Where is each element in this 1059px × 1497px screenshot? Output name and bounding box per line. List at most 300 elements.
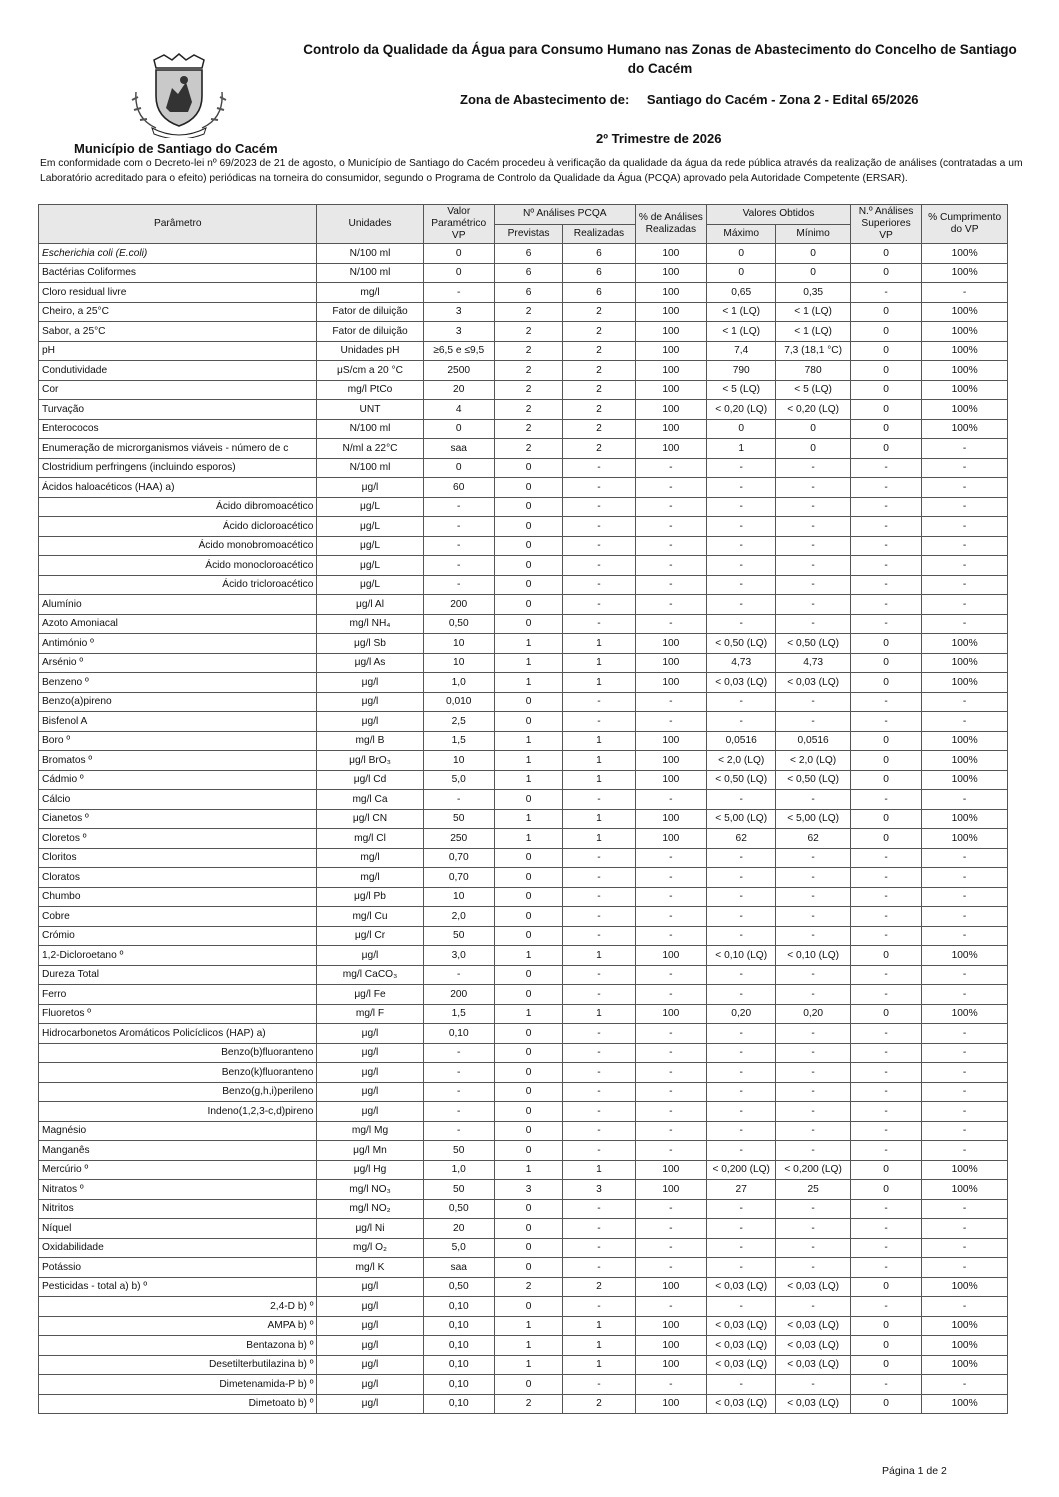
pct-realizadas-cell: - xyxy=(635,458,706,478)
previstas-cell: 1 xyxy=(494,1355,562,1375)
previstas-cell: 0 xyxy=(494,1082,562,1102)
maximo-cell: - xyxy=(707,517,776,537)
pct-realizadas-cell: - xyxy=(635,692,706,712)
vp-cell: 5,0 xyxy=(423,1238,494,1258)
previstas-cell: 6 xyxy=(494,283,562,303)
minimo-cell: - xyxy=(776,1297,850,1317)
previstas-cell: 2 xyxy=(494,400,562,420)
pct-realizadas-cell: 100 xyxy=(635,770,706,790)
table-row xyxy=(39,614,1008,634)
previstas-cell: 0 xyxy=(494,536,562,556)
vp-cell: 2,5 xyxy=(423,712,494,732)
vp-cell: ≥6,5 e ≤9,5 xyxy=(423,341,494,361)
minimo-cell: < 0,03 (LQ) xyxy=(776,673,850,693)
parameter-cell: Sabor, a 25°C xyxy=(39,322,317,342)
previstas-cell: 1 xyxy=(494,1004,562,1024)
vp-cell: saa xyxy=(423,439,494,459)
pct-realizadas-cell: - xyxy=(635,595,706,615)
parameter-cell: Clostridium perfringens (incluindo esporos) xyxy=(39,458,317,478)
pct-realizadas-cell: - xyxy=(635,1238,706,1258)
minimo-cell: - xyxy=(776,907,850,927)
previstas-cell: 2 xyxy=(494,1394,562,1414)
unit-cell: Unidades pH xyxy=(317,341,423,361)
parameter-cell: Cor xyxy=(39,380,317,400)
header-valores-obtidos: Valores Obtidos xyxy=(707,205,851,225)
maximo-cell: - xyxy=(707,907,776,927)
realizadas-cell: - xyxy=(563,1375,635,1395)
parameter-cell: Cobre xyxy=(39,907,317,927)
table-row xyxy=(39,1258,1008,1278)
previstas-cell: 1 xyxy=(494,946,562,966)
cumprimento-cell: 100% xyxy=(922,1004,1008,1024)
unit-cell: mg/l xyxy=(317,868,423,888)
table-row xyxy=(39,1180,1008,1200)
table-row xyxy=(39,322,1008,342)
table-row xyxy=(39,1063,1008,1083)
maximo-cell: < 5 (LQ) xyxy=(707,380,776,400)
maximo-cell: - xyxy=(707,458,776,478)
pct-realizadas-cell: - xyxy=(635,712,706,732)
parameter-cell: Bactérias Coliformes xyxy=(39,263,317,283)
previstas-cell: 0 xyxy=(494,517,562,537)
maximo-cell: < 0,20 (LQ) xyxy=(707,400,776,420)
unit-cell: μg/l Cd xyxy=(317,770,423,790)
table-row xyxy=(39,497,1008,517)
maximo-cell: - xyxy=(707,1102,776,1122)
vp-cell: 50 xyxy=(423,809,494,829)
parameter-cell: Escherichia coli (E.coli) xyxy=(39,244,317,264)
minimo-cell: < 0,50 (LQ) xyxy=(776,770,850,790)
unit-cell: μg/l Al xyxy=(317,595,423,615)
table-row xyxy=(39,263,1008,283)
table-row xyxy=(39,341,1008,361)
parameter-cell: Ácido tricloroacético xyxy=(39,575,317,595)
realizadas-cell: 2 xyxy=(563,1394,635,1414)
table-row xyxy=(39,458,1008,478)
superiores-cell: 0 xyxy=(850,809,921,829)
superiores-cell: - xyxy=(850,985,921,1005)
cumprimento-cell: 100% xyxy=(922,380,1008,400)
table-row xyxy=(39,868,1008,888)
pct-realizadas-cell: 100 xyxy=(635,322,706,342)
cumprimento-cell: - xyxy=(922,868,1008,888)
minimo-cell: 0 xyxy=(776,439,850,459)
superiores-cell: 0 xyxy=(850,673,921,693)
maximo-cell: < 1 (LQ) xyxy=(707,302,776,322)
pct-realizadas-cell: 100 xyxy=(635,341,706,361)
header-pct-cumprimento: % Cumprimento do VP xyxy=(922,205,1008,244)
realizadas-cell: 1 xyxy=(563,809,635,829)
cumprimento-cell: - xyxy=(922,1043,1008,1063)
pct-realizadas-cell: - xyxy=(635,985,706,1005)
maximo-cell: 4,73 xyxy=(707,653,776,673)
previstas-cell: 6 xyxy=(494,244,562,264)
maximo-cell: 0 xyxy=(707,244,776,264)
pct-realizadas-cell: - xyxy=(635,478,706,498)
vp-cell: - xyxy=(423,1102,494,1122)
realizadas-cell: - xyxy=(563,1043,635,1063)
maximo-cell: - xyxy=(707,1199,776,1219)
realizadas-cell: 1 xyxy=(563,634,635,654)
unit-cell: μg/L xyxy=(317,556,423,576)
parameter-cell: AMPA b) º xyxy=(39,1316,317,1336)
parameter-cell: Magnésio xyxy=(39,1121,317,1141)
vp-cell: 50 xyxy=(423,1180,494,1200)
cumprimento-cell: - xyxy=(922,907,1008,927)
minimo-cell: - xyxy=(776,985,850,1005)
pct-realizadas-cell: 100 xyxy=(635,1160,706,1180)
superiores-cell: - xyxy=(850,458,921,478)
cumprimento-cell: 100% xyxy=(922,731,1008,751)
parameter-cell: Dimetenamida-P b) º xyxy=(39,1375,317,1395)
previstas-cell: 0 xyxy=(494,1102,562,1122)
table-row xyxy=(39,556,1008,576)
superiores-cell: 0 xyxy=(850,439,921,459)
unit-cell: μg/L xyxy=(317,575,423,595)
realizadas-cell: - xyxy=(563,536,635,556)
minimo-cell: 0,35 xyxy=(776,283,850,303)
pct-realizadas-cell: 100 xyxy=(635,809,706,829)
cumprimento-cell: - xyxy=(922,595,1008,615)
realizadas-cell: - xyxy=(563,1121,635,1141)
pct-realizadas-cell: 100 xyxy=(635,1355,706,1375)
superiores-cell: 0 xyxy=(850,380,921,400)
previstas-cell: 0 xyxy=(494,1219,562,1239)
parameter-cell: Ácidos haloacéticos (HAA) a) xyxy=(39,478,317,498)
table-row xyxy=(39,400,1008,420)
minimo-cell: < 0,50 (LQ) xyxy=(776,634,850,654)
previstas-cell: 0 xyxy=(494,1043,562,1063)
realizadas-cell: - xyxy=(563,478,635,498)
vp-cell: - xyxy=(423,1043,494,1063)
pct-realizadas-cell: 100 xyxy=(635,419,706,439)
previstas-cell: 0 xyxy=(494,614,562,634)
realizadas-cell: - xyxy=(563,848,635,868)
parameter-cell: Turvação xyxy=(39,400,317,420)
minimo-cell: < 0,03 (LQ) xyxy=(776,1316,850,1336)
cumprimento-cell: 100% xyxy=(922,322,1008,342)
minimo-cell: - xyxy=(776,1043,850,1063)
header-unidades: Unidades xyxy=(317,205,423,244)
pct-realizadas-cell: 100 xyxy=(635,400,706,420)
unit-cell: μg/l Ni xyxy=(317,1219,423,1239)
minimo-cell: - xyxy=(776,868,850,888)
previstas-cell: 0 xyxy=(494,712,562,732)
realizadas-cell: 1 xyxy=(563,1355,635,1375)
previstas-cell: 0 xyxy=(494,790,562,810)
pct-realizadas-cell: - xyxy=(635,907,706,927)
unit-cell: μg/l Sb xyxy=(317,634,423,654)
parameter-cell: Ácido dibromoacético xyxy=(39,497,317,517)
maximo-cell: < 2,0 (LQ) xyxy=(707,751,776,771)
cumprimento-cell: - xyxy=(922,790,1008,810)
unit-cell: μg/l xyxy=(317,1316,423,1336)
superiores-cell: 0 xyxy=(850,770,921,790)
parameter-cell: 1,2-Dicloroetano º xyxy=(39,946,317,966)
maximo-cell: - xyxy=(707,887,776,907)
cumprimento-cell: - xyxy=(922,614,1008,634)
minimo-cell: - xyxy=(776,1063,850,1083)
pct-realizadas-cell: 100 xyxy=(635,439,706,459)
minimo-cell: < 0,10 (LQ) xyxy=(776,946,850,966)
table-row xyxy=(39,1024,1008,1044)
unit-cell: μg/l xyxy=(317,1024,423,1044)
previstas-cell: 0 xyxy=(494,985,562,1005)
parameter-cell: Condutividade xyxy=(39,361,317,381)
header-valor-parametrico: Valor Paramétrico VP xyxy=(423,205,494,244)
pct-realizadas-cell: 100 xyxy=(635,1336,706,1356)
cumprimento-cell: 100% xyxy=(922,634,1008,654)
parameter-cell: Manganês xyxy=(39,1141,317,1161)
maximo-cell: - xyxy=(707,478,776,498)
cumprimento-cell: - xyxy=(922,1063,1008,1083)
parameter-cell: Potássio xyxy=(39,1258,317,1278)
maximo-cell: - xyxy=(707,1238,776,1258)
unit-cell: N/100 ml xyxy=(317,244,423,264)
maximo-cell: - xyxy=(707,1063,776,1083)
unit-cell: μg/l Cr xyxy=(317,926,423,946)
vp-cell: 1,0 xyxy=(423,1160,494,1180)
maximo-cell: < 0,03 (LQ) xyxy=(707,1336,776,1356)
vp-cell: 1,0 xyxy=(423,673,494,693)
pct-realizadas-cell: 100 xyxy=(635,1277,706,1297)
vp-cell: 200 xyxy=(423,595,494,615)
realizadas-cell: 1 xyxy=(563,829,635,849)
realizadas-cell: - xyxy=(563,1141,635,1161)
cumprimento-cell: - xyxy=(922,1258,1008,1278)
header-minimo: Mínimo xyxy=(776,224,850,244)
unit-cell: Fator de diluição xyxy=(317,322,423,342)
realizadas-cell: 1 xyxy=(563,673,635,693)
table-row xyxy=(39,848,1008,868)
parameter-cell: Boro º xyxy=(39,731,317,751)
parameter-cell: Ácido monobromoacético xyxy=(39,536,317,556)
realizadas-cell: 1 xyxy=(563,1316,635,1336)
parameter-cell: Benzo(g,h,i)perileno xyxy=(39,1082,317,1102)
superiores-cell: 0 xyxy=(850,653,921,673)
vp-cell: 0,70 xyxy=(423,848,494,868)
realizadas-cell: - xyxy=(563,692,635,712)
superiores-cell: - xyxy=(850,790,921,810)
unit-cell: mg/l PtCo xyxy=(317,380,423,400)
cumprimento-cell: 100% xyxy=(922,244,1008,264)
cumprimento-cell: - xyxy=(922,478,1008,498)
vp-cell: - xyxy=(423,517,494,537)
maximo-cell: 0,20 xyxy=(707,1004,776,1024)
vp-cell: 0,10 xyxy=(423,1394,494,1414)
maximo-cell: 7,4 xyxy=(707,341,776,361)
vp-cell: 0,10 xyxy=(423,1355,494,1375)
previstas-cell: 1 xyxy=(494,731,562,751)
pct-realizadas-cell: - xyxy=(635,575,706,595)
previstas-cell: 0 xyxy=(494,497,562,517)
pct-realizadas-cell: - xyxy=(635,1024,706,1044)
unit-cell: μg/l xyxy=(317,946,423,966)
unit-cell: μg/l Hg xyxy=(317,1160,423,1180)
table-row xyxy=(39,1375,1008,1395)
minimo-cell: - xyxy=(776,614,850,634)
minimo-cell: - xyxy=(776,1375,850,1395)
superiores-cell: 0 xyxy=(850,946,921,966)
vp-cell: 0,10 xyxy=(423,1336,494,1356)
pct-realizadas-cell: - xyxy=(635,1219,706,1239)
pct-realizadas-cell: 100 xyxy=(635,380,706,400)
table-row xyxy=(39,536,1008,556)
realizadas-cell: - xyxy=(563,1199,635,1219)
superiores-cell: - xyxy=(850,692,921,712)
cumprimento-cell: - xyxy=(922,1375,1008,1395)
superiores-cell: - xyxy=(850,1219,921,1239)
previstas-cell: 0 xyxy=(494,868,562,888)
unit-cell: μg/l xyxy=(317,1297,423,1317)
superiores-cell: - xyxy=(850,536,921,556)
unit-cell: mg/l B xyxy=(317,731,423,751)
vp-cell: 3 xyxy=(423,302,494,322)
header-parametro: Parâmetro xyxy=(39,205,317,244)
previstas-cell: 1 xyxy=(494,829,562,849)
superiores-cell: 0 xyxy=(850,1355,921,1375)
cumprimento-cell: - xyxy=(922,887,1008,907)
table-row xyxy=(39,731,1008,751)
superiores-cell: - xyxy=(850,556,921,576)
previstas-cell: 1 xyxy=(494,653,562,673)
superiores-cell: 0 xyxy=(850,419,921,439)
parameter-cell: Fluoretos º xyxy=(39,1004,317,1024)
superiores-cell: 0 xyxy=(850,751,921,771)
cumprimento-cell: 100% xyxy=(922,770,1008,790)
superiores-cell: 0 xyxy=(850,1277,921,1297)
vp-cell: - xyxy=(423,536,494,556)
vp-cell: 20 xyxy=(423,380,494,400)
pct-realizadas-cell: 100 xyxy=(635,1004,706,1024)
previstas-cell: 2 xyxy=(494,439,562,459)
minimo-cell: - xyxy=(776,1258,850,1278)
realizadas-cell: - xyxy=(563,965,635,985)
cumprimento-cell: 100% xyxy=(922,400,1008,420)
cumprimento-cell: - xyxy=(922,536,1008,556)
unit-cell: μg/l xyxy=(317,1277,423,1297)
unit-cell: μg/l xyxy=(317,1355,423,1375)
minimo-cell: < 0,20 (LQ) xyxy=(776,400,850,420)
maximo-cell: - xyxy=(707,1258,776,1278)
unit-cell: μg/l CN xyxy=(317,809,423,829)
minimo-cell: < 0,03 (LQ) xyxy=(776,1394,850,1414)
table-row xyxy=(39,809,1008,829)
superiores-cell: - xyxy=(850,517,921,537)
parameter-cell: Bentazona b) º xyxy=(39,1336,317,1356)
realizadas-cell: 2 xyxy=(563,400,635,420)
parameter-cell: Cloritos xyxy=(39,848,317,868)
vp-cell: 10 xyxy=(423,751,494,771)
vp-cell: saa xyxy=(423,1258,494,1278)
pct-realizadas-cell: - xyxy=(635,1199,706,1219)
parameter-cell: Pesticidas - total a) b) º xyxy=(39,1277,317,1297)
minimo-cell: < 0,200 (LQ) xyxy=(776,1160,850,1180)
parameter-cell: Benzeno º xyxy=(39,673,317,693)
vp-cell: - xyxy=(423,497,494,517)
minimo-cell: - xyxy=(776,497,850,517)
table-row xyxy=(39,1336,1008,1356)
table-body xyxy=(39,244,1008,1414)
previstas-cell: 0 xyxy=(494,458,562,478)
cumprimento-cell: 100% xyxy=(922,302,1008,322)
minimo-cell: - xyxy=(776,1024,850,1044)
pct-realizadas-cell: - xyxy=(635,965,706,985)
realizadas-cell: - xyxy=(563,1219,635,1239)
vp-cell: - xyxy=(423,556,494,576)
cumprimento-cell: - xyxy=(922,458,1008,478)
header-maximo: Máximo xyxy=(707,224,776,244)
table-row xyxy=(39,419,1008,439)
realizadas-cell: 1 xyxy=(563,653,635,673)
maximo-cell: < 0,50 (LQ) xyxy=(707,770,776,790)
parameter-cell: Dureza Total xyxy=(39,965,317,985)
superiores-cell: - xyxy=(850,848,921,868)
minimo-cell: - xyxy=(776,536,850,556)
parameter-cell: Ácido dicloroacético xyxy=(39,517,317,537)
superiores-cell: - xyxy=(850,1024,921,1044)
table-row xyxy=(39,575,1008,595)
table-row xyxy=(39,1004,1008,1024)
maximo-cell: - xyxy=(707,595,776,615)
vp-cell: 0,10 xyxy=(423,1316,494,1336)
realizadas-cell: - xyxy=(563,614,635,634)
parameter-cell: Cádmio º xyxy=(39,770,317,790)
maximo-cell: < 0,03 (LQ) xyxy=(707,1277,776,1297)
parameter-cell: Dimetoato b) º xyxy=(39,1394,317,1414)
intro-paragraph: Em conformidade com o Decreto-lei nº 69/2023 de 21 de agosto, o Município de Santiago do Cacém procedeu à verificação da qualidade da água da rede pública através da realização de análises (contratadas a um Laboratório acreditado para o efeito) periódicas na torneira do consumidor, segundo o Programa de Controlo da Qualidade da Água (PCQA) aprovado pela Autoridade Competente (ERSAR). xyxy=(40,158,1023,184)
unit-cell: μg/l xyxy=(317,1102,423,1122)
minimo-cell: - xyxy=(776,965,850,985)
cumprimento-cell: 100% xyxy=(922,809,1008,829)
realizadas-cell: 1 xyxy=(563,1160,635,1180)
superiores-cell: - xyxy=(850,1199,921,1219)
minimo-cell: - xyxy=(776,595,850,615)
table-row xyxy=(39,302,1008,322)
vp-cell: 4 xyxy=(423,400,494,420)
cumprimento-cell: - xyxy=(922,439,1008,459)
vp-cell: 1,5 xyxy=(423,1004,494,1024)
superiores-cell: - xyxy=(850,1043,921,1063)
previstas-cell: 0 xyxy=(494,556,562,576)
previstas-cell: 0 xyxy=(494,692,562,712)
vp-cell: 250 xyxy=(423,829,494,849)
unit-cell: mg/l K xyxy=(317,1258,423,1278)
parameter-cell: Mercúrio º xyxy=(39,1160,317,1180)
unit-cell: μg/l Fe xyxy=(317,985,423,1005)
table-row xyxy=(39,244,1008,264)
parameter-cell: Benzo(a)pireno xyxy=(39,692,317,712)
previstas-cell: 1 xyxy=(494,673,562,693)
previstas-cell: 0 xyxy=(494,848,562,868)
realizadas-cell: - xyxy=(563,790,635,810)
unit-cell: mg/l NH₄ xyxy=(317,614,423,634)
unit-cell: μg/l xyxy=(317,478,423,498)
pct-realizadas-cell: - xyxy=(635,614,706,634)
pct-realizadas-cell: - xyxy=(635,1141,706,1161)
minimo-cell: - xyxy=(776,1199,850,1219)
cumprimento-cell: 100% xyxy=(922,673,1008,693)
header-realizadas: Realizadas xyxy=(563,224,635,244)
superiores-cell: - xyxy=(850,868,921,888)
trimester-label: 2º Trimestre de 2026 xyxy=(596,131,722,146)
vp-cell: 0 xyxy=(423,419,494,439)
maximo-cell: < 0,03 (LQ) xyxy=(707,1394,776,1414)
cumprimento-cell: 100% xyxy=(922,946,1008,966)
pct-realizadas-cell: 100 xyxy=(635,751,706,771)
previstas-cell: 2 xyxy=(494,1277,562,1297)
vp-cell: 3 xyxy=(423,322,494,342)
